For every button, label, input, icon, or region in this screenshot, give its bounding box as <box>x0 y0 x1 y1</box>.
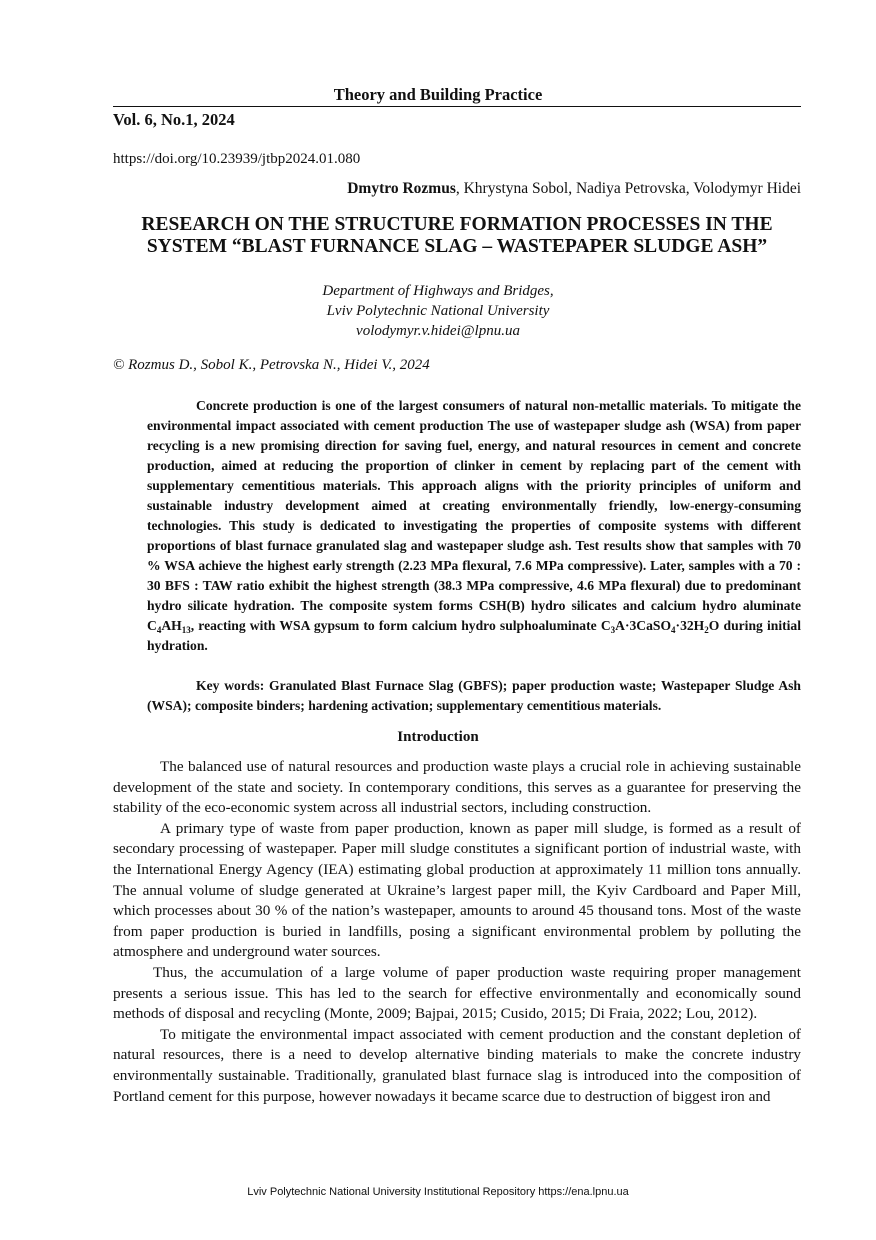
affiliation <box>0 281 876 341</box>
formula-part: O <box>708 618 720 633</box>
subscript: 4 <box>156 625 162 635</box>
abstract-text: during initial hydration. <box>147 618 801 653</box>
university: Lviv Polytechnic National University <box>326 303 550 319</box>
lead-author: Dmytro Rozmus <box>347 180 456 197</box>
co-authors: , Khrystyna Sobol, Nadiya Petrovska, Volodymyr Hidei <box>455 180 801 197</box>
section-heading: Introduction <box>397 729 479 745</box>
paragraph: A primary type of waste from paper production, known as paper mill sludge, is formed as a result of secondary processing of wastepaper. Paper mill sludge constitutes a significant portion of industrial waste, with the International Energy Agency (IEA) estimating global production at approximately 11 million tons annually. The annual volume of sludge generated at Ukraine’s largest paper mill, the Kyiv Cardboard and Paper Mill, which processes about 30 % of the nation’s wastepaper, amounts to around 45 thousand tons. Most of the waste from paper production is buried in landfills, posing a significant environmental problem by polluting the atmosphere and underground water sources. <box>113 819 801 961</box>
formula-part: AH <box>161 618 182 633</box>
subscript: 4 <box>671 625 676 635</box>
keywords: Key words: Granulated Blast Furnace Slag (GBFS); paper production waste; Wastepaper Sludge Ash (WSA); composite binders; hardening activation; supplementary cementitious materials. <box>147 678 801 713</box>
email[interactable]: volodymyr.v.hidei@lpnu.ua <box>356 323 520 339</box>
title-line: RESEARCH ON THE STRUCTURE FORMATION PROCESSES IN THE <box>141 214 773 235</box>
copyright: © Rozmus D., Sobol K., Petrovska N., Hidei V., 2024 <box>113 357 430 373</box>
author-list <box>347 180 801 198</box>
abstract-text: Concrete production is one of the largest consumers of natural non-metallic materials. To mitigate the environmental impact associated with cement production The use of wastepaper sludge ash (WSA) from paper recycling is a new promising direction for saving fuel, energy, and natural resources in cement and concrete production, aimed at reducing the proportion of clinker in cement by replacing part of the cement with supplementary cementitious materials. This approach aligns with the priority principles of uniform and sustainable industry development aimed at creating environmentally friendly, low-energy-consuming technologies. This study is dedicated to investigating the properties of composite systems with different proportions of blast furnace granulated slag and wastepaper sludge ash. Test results show that samples with 70 % WSA achieve the highest early strength (2.23 MPa flexural, 7.6 MPa compressive). Later, samples with a 70 : 30 BFS : TAW ratio exhibit the highest strength (38.3 MPa compressive, 4.6 MPa flexural) due to predominant hydro silicate hydration. The composite system forms CSH(B) hydro silicates and calcium hydro aluminate C <box>147 398 801 633</box>
title-line: SYSTEM “BLAST FURNANCE SLAG – WASTEPAPER SLUDGE ASH” <box>146 236 768 257</box>
paragraph: The balanced use of natural resources and production waste plays a crucial role in achieving sustainable development of the state and society. In contemporary conditions, this serves as a guarantee for preserving the stability of the eco-economic system across all industrial sectors, including construction. <box>113 758 801 817</box>
introduction-body <box>113 757 801 1107</box>
formula-part: ·32H <box>675 618 705 633</box>
paragraph: Thus, the accumulation of a large volume of paper production waste requiring proper management presents a serious issue. This has led to the search for effective environmentally and economically sound methods of disposal and recycling (Monte, 2009; Bajpai, 2015; Cusido, 2015; Di Fraia, 2022; Lou, 2012). <box>113 963 801 1023</box>
repository-footer: Lviv Polytechnic National University Institutional Repository https://ena.lpnu.ua <box>247 1186 629 1198</box>
volume-issue: Vol. 6, No.1, 2024 <box>113 110 235 129</box>
subscript: 3 <box>610 625 616 635</box>
journal-name: Theory and Building Practice <box>333 85 543 104</box>
department: Department of Highways and Bridges, <box>322 283 554 299</box>
abstract <box>147 396 801 656</box>
doi-link[interactable]: https://doi.org/10.23939/jtbp2024.01.080 <box>113 151 361 167</box>
formula-part: A·3CaSO <box>615 618 672 633</box>
subscript: 13 <box>181 625 191 635</box>
paper-title <box>113 214 801 258</box>
abstract-text: , reacting with WSA gypsum to form calcium hydro sulphoaluminate C <box>190 618 611 633</box>
paragraph: To mitigate the environmental impact associated with cement production and the constant depletion of natural resources, there is a need to develop alternative binding materials to make the concrete industry environmentally sustainable. Traditionally, granulated blast furnace slag is introduced into the composition of Portland cement for this purpose, however nowadays it became scarce due to destruction of biggest iron and <box>113 1025 801 1105</box>
header-rule <box>113 106 801 107</box>
subscript: 2 <box>704 625 709 635</box>
